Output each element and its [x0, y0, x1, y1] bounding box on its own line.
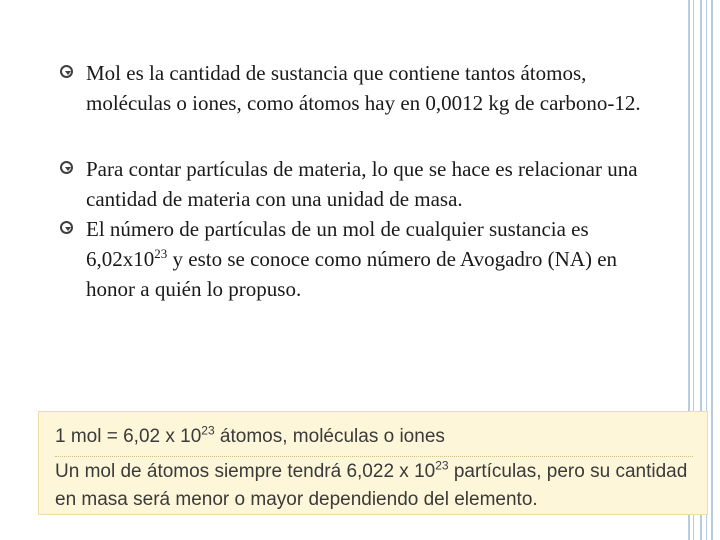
bullet-marker-icon	[60, 221, 73, 234]
bullet-list	[60, 58, 660, 304]
info-box-line-2	[55, 458, 693, 514]
info-box	[38, 411, 708, 515]
bullet-marker-icon	[60, 161, 73, 174]
bullet-counting-particles	[60, 154, 660, 214]
bullet-avogadro-number	[60, 214, 660, 304]
bullet-text-after: y esto se conoce como número de Avogadro (NA) en honor a quién lo propuso.	[86, 247, 618, 301]
bullet-exponent: 23	[154, 246, 168, 261]
bullet-mol-definition	[60, 58, 660, 118]
bullet-text: Mol es la cantidad de sustancia que contiene tantos átomos, moléculas o iones, como átomos hay en 0,0012 kg de carbono-12.	[86, 61, 641, 115]
bullet-text: Para contar partículas de materia, lo que se hace es relacionar una cantidad de materia con una unidad de masa.	[86, 157, 638, 211]
info-box-line-1	[55, 423, 693, 451]
info-line1-before: 1 mol = 6,02 x 10	[55, 426, 202, 447]
info-box-divider	[55, 456, 693, 457]
info-line2-exponent: 23	[435, 458, 449, 473]
bullet-text-before: El número de partículas de un mol de cualquier sustancia es 6,02x10	[86, 217, 589, 271]
info-line1-exponent: 23	[201, 423, 215, 438]
info-line1-after: átomos, moléculas o iones	[214, 426, 445, 447]
info-line2-after: partículas, pero su cantidad en masa será menor o mayor dependiendo del elemento.	[55, 461, 688, 510]
info-line2-before: Un mol de átomos siempre tendrá 6,022 x 10	[55, 461, 436, 482]
border-decoration	[711, 0, 713, 540]
bullet-marker-icon	[60, 65, 73, 78]
